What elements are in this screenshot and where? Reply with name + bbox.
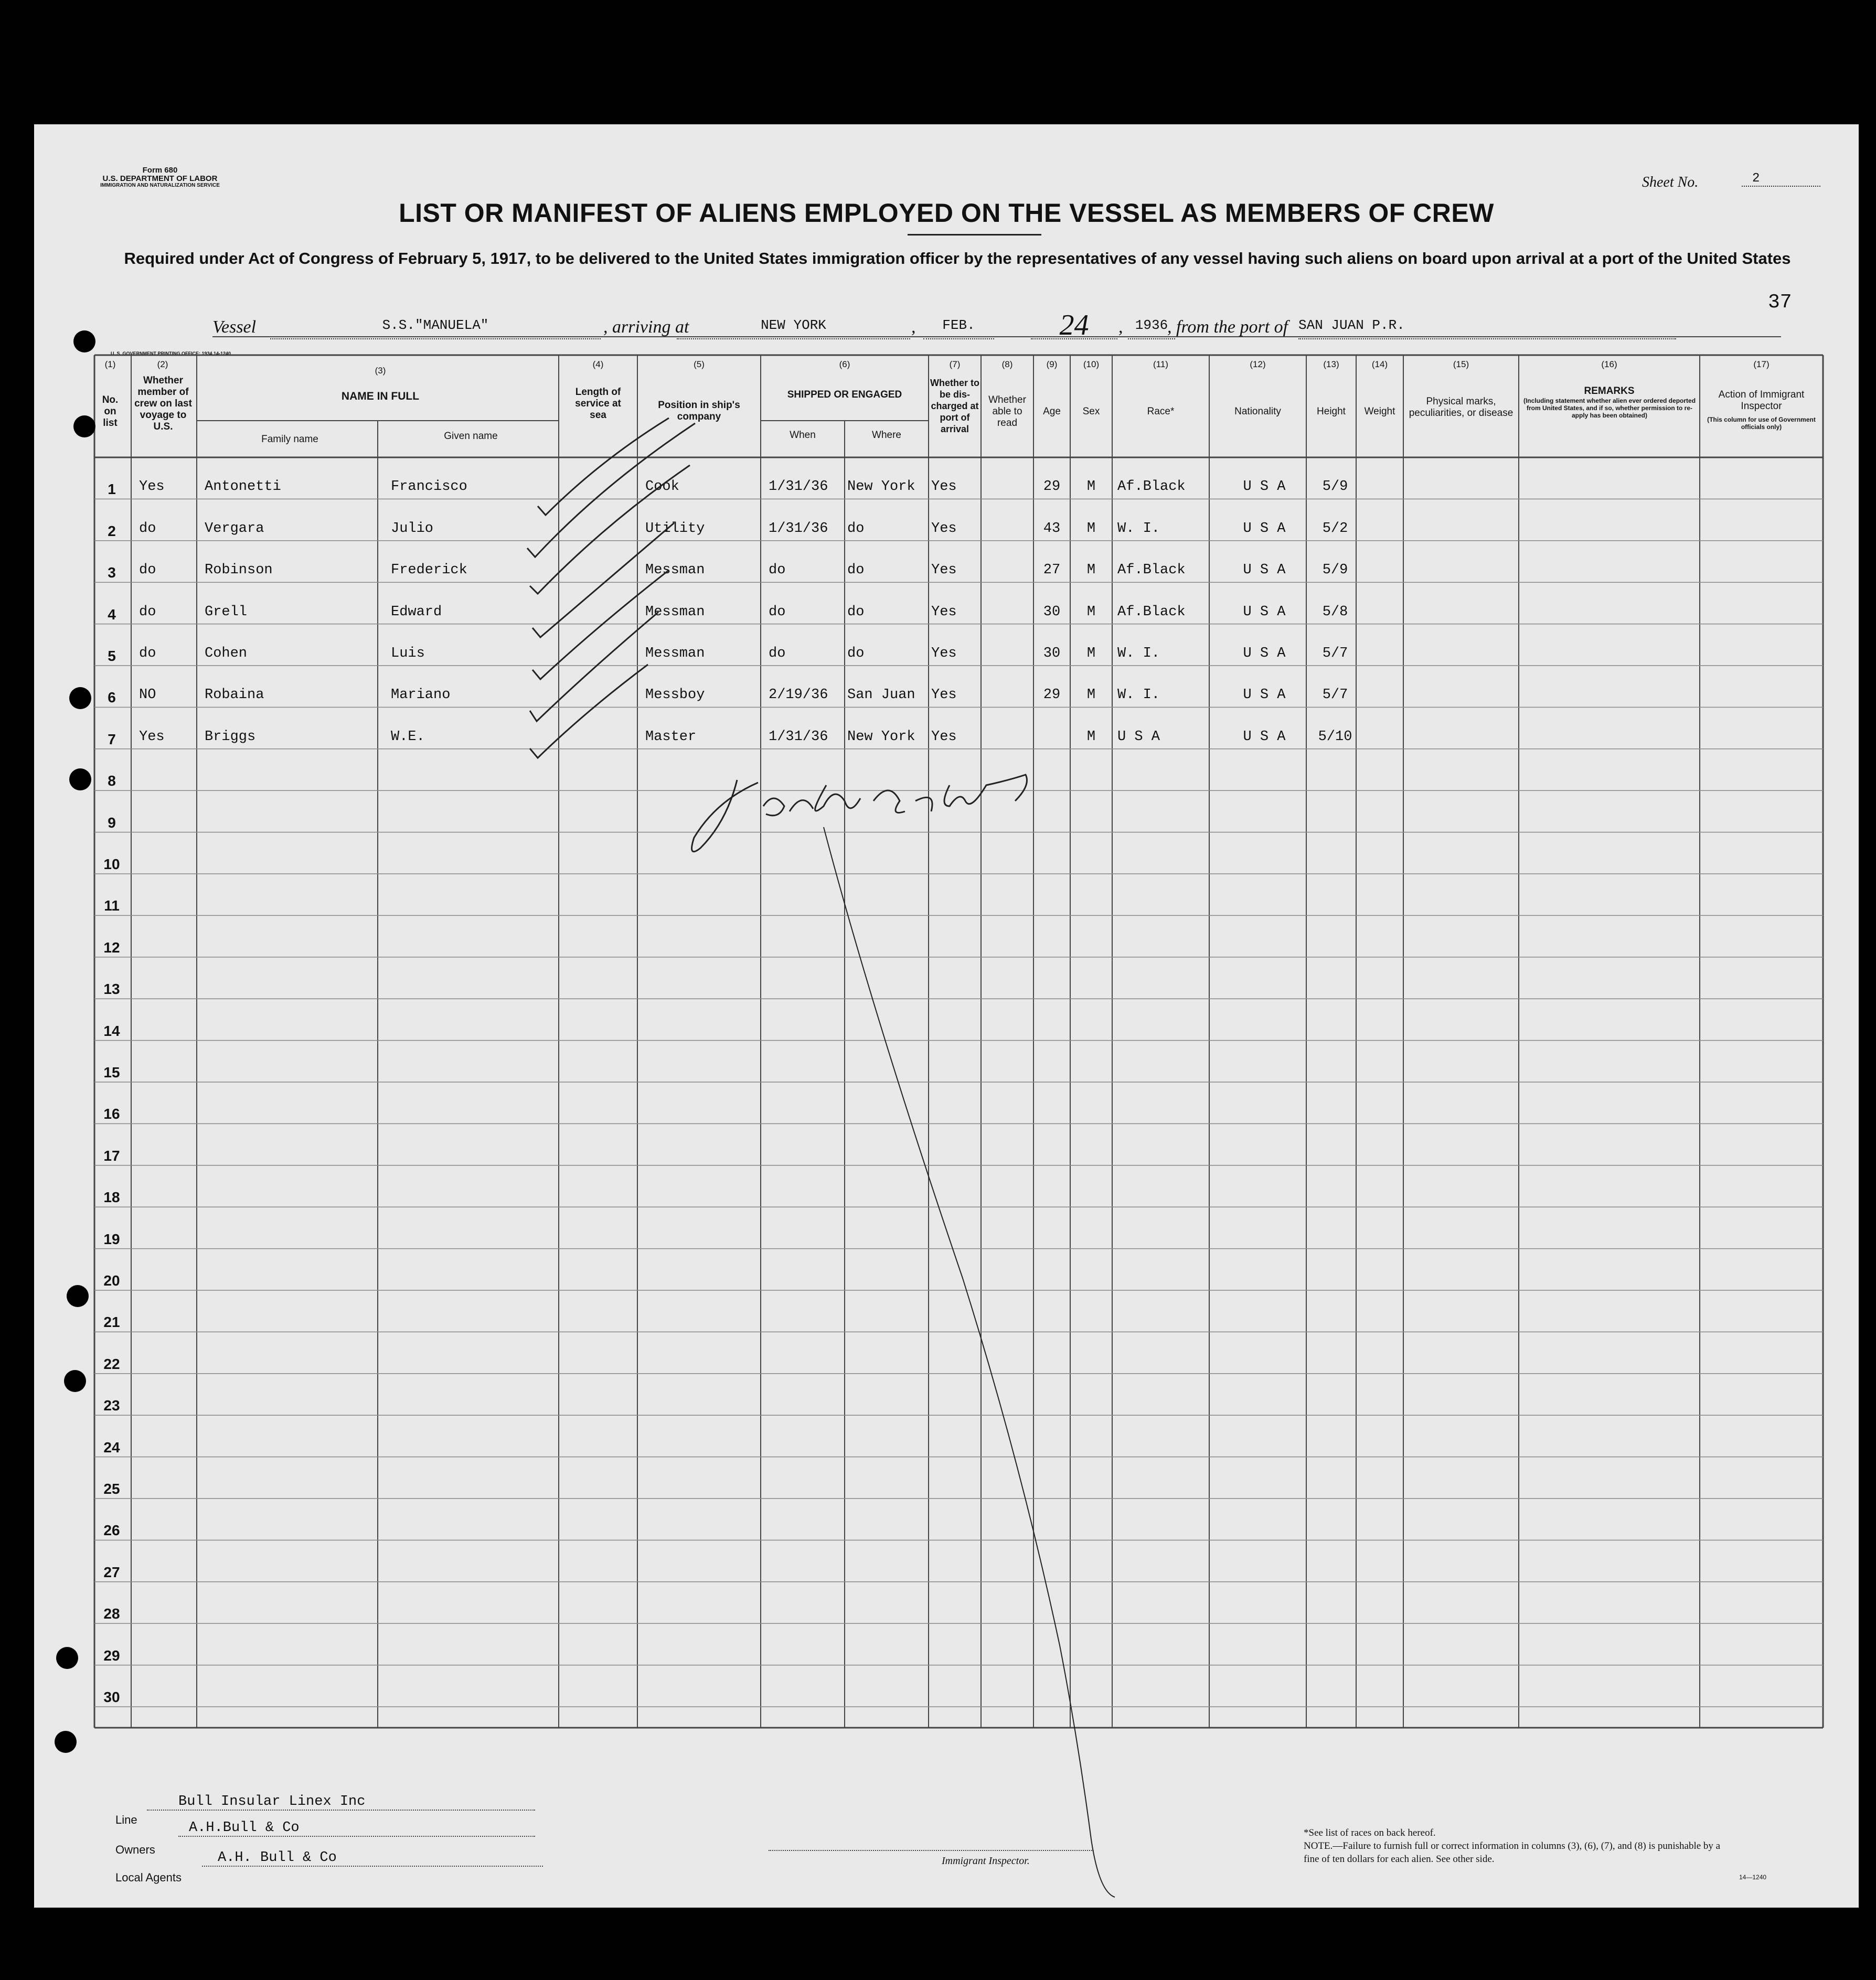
crew-nationality: U S A bbox=[1243, 729, 1286, 745]
row-number: 22 bbox=[103, 1355, 120, 1372]
col5-number: (5) bbox=[694, 359, 705, 369]
col12-number: (12) bbox=[1250, 359, 1266, 369]
col11-number: (11) bbox=[1153, 359, 1168, 369]
row-number: 12 bbox=[103, 939, 120, 956]
crew-nationality: U S A bbox=[1243, 479, 1286, 495]
crew-position: Messman bbox=[645, 604, 705, 620]
crew-shipped-where: New York bbox=[847, 729, 915, 745]
crew-discharged: Yes bbox=[931, 646, 957, 661]
crew-sex: M bbox=[1086, 646, 1096, 661]
col1-number: (1) bbox=[104, 359, 116, 369]
crew-family-name: Robinson bbox=[205, 562, 273, 579]
crew-position: Master bbox=[645, 729, 697, 745]
crew-family-name: Antonetti bbox=[205, 479, 281, 495]
vessel-label: Vessel bbox=[212, 317, 257, 337]
row-number: 19 bbox=[103, 1230, 120, 1247]
crew-shipped-where: do bbox=[847, 520, 865, 537]
given-name-header: Given name bbox=[444, 431, 498, 442]
sheet-number-value: 2 bbox=[1742, 172, 1820, 187]
comma-2: , bbox=[1118, 317, 1123, 337]
row-number: 13 bbox=[103, 981, 120, 998]
crew-nationality: U S A bbox=[1243, 562, 1286, 579]
crew-given-name: Edward bbox=[391, 604, 442, 620]
shipped-when-header: When bbox=[790, 430, 816, 441]
line-label: Line bbox=[115, 1813, 137, 1826]
crew-shipped-when: 1/31/36 bbox=[769, 729, 828, 745]
crew-shipped-where: San Juan bbox=[847, 687, 915, 703]
punch-hole bbox=[55, 1731, 77, 1753]
crew-discharged: Yes bbox=[931, 604, 957, 620]
crew-given-name: W.E. bbox=[391, 729, 425, 745]
crew-prev-voyage: do bbox=[139, 562, 156, 579]
crew-sex: M bbox=[1086, 687, 1096, 703]
col16-number: (16) bbox=[1601, 359, 1617, 369]
departure-port: SAN JUAN P.R. bbox=[1298, 317, 1676, 339]
col8-number: (8) bbox=[1001, 359, 1013, 369]
row-number: 24 bbox=[103, 1439, 120, 1455]
crew-position: Cook bbox=[645, 479, 679, 495]
arrival-year: 1936 bbox=[1128, 317, 1175, 339]
col12-header: Nationality bbox=[1234, 406, 1281, 417]
row-number: 11 bbox=[104, 897, 120, 914]
check-mark bbox=[538, 418, 669, 515]
document-title: LIST OR MANIFEST OF ALIENS EMPLOYED ON THE VESSEL AS MEMBERS OF CREW bbox=[399, 198, 1494, 228]
document-subtitle: Required under Act of Congress of February 5, 1917, to be delivered to the United States immigration officer by the representatives of any vessel having such aliens on board upon arrival at a port of the United States bbox=[124, 249, 1791, 267]
crew-position: Messboy bbox=[645, 687, 705, 703]
agents-value: A.H. Bull & Co bbox=[202, 1850, 543, 1867]
owners-label: Owners bbox=[115, 1843, 155, 1856]
crew-age: 43 bbox=[1043, 520, 1061, 537]
crew-prev-voyage: NO bbox=[139, 687, 156, 703]
check-mark bbox=[527, 423, 695, 557]
col13-header: Height bbox=[1317, 406, 1346, 417]
crew-shipped-when: do bbox=[769, 646, 786, 661]
crew-race: Af.Black bbox=[1117, 479, 1186, 495]
col6-header: SHIPPED OR ENGAGED bbox=[787, 389, 902, 400]
crew-height: 5/7 bbox=[1322, 646, 1348, 661]
col16-subheader: (Including statement whether alien ever ordered deported from United States, and if so, whether permission to re-apply has been obtained) bbox=[1523, 397, 1696, 419]
col14-number: (14) bbox=[1371, 359, 1388, 369]
crew-age: 30 bbox=[1043, 604, 1061, 620]
col7-number: (7) bbox=[949, 359, 961, 369]
crew-discharged: Yes bbox=[931, 729, 957, 745]
margin-number: 37 bbox=[1768, 291, 1792, 314]
col17-header: Action of Immigrant Inspector bbox=[1718, 389, 1805, 412]
crew-family-name: Grell bbox=[205, 604, 248, 620]
crew-discharged: Yes bbox=[931, 520, 957, 537]
check-mark bbox=[530, 612, 658, 721]
crew-prev-voyage: do bbox=[139, 604, 156, 620]
crew-race: Af.Black bbox=[1117, 562, 1186, 579]
col10-header: Sex bbox=[1082, 406, 1100, 417]
crew-race: W. I. bbox=[1117, 520, 1160, 537]
col13-number: (13) bbox=[1323, 359, 1339, 369]
crew-given-name: Mariano bbox=[391, 687, 451, 703]
col2-header: Whether member of crew on last voyage to U.S. bbox=[134, 375, 192, 432]
col7-header: Whether to be dis-charged at port of arrival bbox=[930, 378, 979, 434]
crew-prev-voyage: do bbox=[139, 646, 156, 661]
crew-family-name: Cohen bbox=[205, 646, 248, 661]
signature-tail bbox=[824, 827, 1115, 1897]
crew-shipped-when: 1/31/36 bbox=[769, 520, 828, 537]
row-number: 7 bbox=[108, 731, 116, 747]
row-number: 15 bbox=[103, 1064, 120, 1080]
col4-header: Length of service at sea bbox=[575, 387, 621, 421]
crew-given-name: Luis bbox=[391, 646, 425, 661]
service-name: IMMIGRATION AND NATURALIZATION SERVICE bbox=[100, 182, 220, 188]
col2-number: (2) bbox=[157, 359, 168, 369]
crew-age: 29 bbox=[1043, 479, 1061, 495]
crew-race: W. I. bbox=[1117, 687, 1160, 703]
sheet-number-label: Sheet No. bbox=[1642, 174, 1699, 190]
row-number: 4 bbox=[108, 606, 116, 623]
inspector-signature-line bbox=[769, 1850, 1094, 1851]
crew-height: 5/2 bbox=[1322, 520, 1348, 537]
row-number: 27 bbox=[103, 1564, 120, 1580]
races-note: *See list of races on back hereof. bbox=[1304, 1827, 1436, 1838]
row-number: 8 bbox=[108, 773, 116, 789]
row-number: 10 bbox=[103, 856, 120, 872]
crew-prev-voyage: Yes bbox=[139, 479, 165, 495]
punch-hole bbox=[73, 330, 95, 352]
crew-nationality: U S A bbox=[1243, 604, 1286, 620]
crew-height: 5/9 bbox=[1322, 479, 1348, 495]
owners-value: A.H.Bull & Co bbox=[178, 1820, 535, 1837]
handwriting-layer bbox=[34, 124, 1859, 1908]
crew-shipped-when: do bbox=[769, 562, 786, 579]
crew-age: 30 bbox=[1043, 646, 1061, 661]
col10-number: (10) bbox=[1083, 359, 1100, 369]
row-number: 6 bbox=[108, 689, 116, 706]
crew-discharged: Yes bbox=[931, 687, 957, 703]
col9-header: Age bbox=[1043, 406, 1061, 417]
form-number: Form 680 bbox=[142, 166, 178, 175]
col15-header: Physical marks, peculiarities, or disease bbox=[1409, 396, 1513, 419]
crew-race: U S A bbox=[1117, 729, 1160, 745]
inspector-signature bbox=[692, 775, 1027, 852]
punch-hole bbox=[64, 1370, 86, 1392]
col3-header: NAME IN FULL bbox=[341, 390, 420, 402]
line-value: Bull Insular Linex Inc bbox=[147, 1794, 535, 1811]
row-number: 23 bbox=[103, 1397, 120, 1414]
crew-position: Utility bbox=[645, 520, 705, 537]
row-number: 1 bbox=[108, 481, 116, 498]
crew-shipped-where: do bbox=[847, 562, 865, 579]
crew-race: Af.Black bbox=[1117, 604, 1186, 620]
row-number: 14 bbox=[103, 1022, 120, 1039]
row-number: 5 bbox=[108, 648, 116, 664]
row-number: 25 bbox=[103, 1481, 120, 1497]
crew-discharged: Yes bbox=[931, 479, 957, 495]
row-number: 18 bbox=[103, 1189, 120, 1206]
col17-subheader: (This column for use of Government officials only) bbox=[1707, 416, 1816, 431]
crew-given-name: Frederick bbox=[391, 562, 467, 579]
shipped-where-header: Where bbox=[872, 430, 901, 441]
check-mark bbox=[532, 523, 674, 637]
agents-label: Local Agents bbox=[115, 1871, 182, 1884]
punch-hole bbox=[67, 1285, 89, 1307]
crew-family-name: Briggs bbox=[205, 729, 256, 745]
inspector-label: Immigrant Inspector. bbox=[942, 1855, 1030, 1867]
col15-number: (15) bbox=[1453, 359, 1469, 369]
penalty-note: NOTE.—Failure to furnish full or correct information in columns (3), (6), (7), and (8) is punishable by a fine of ten dollars for each alien. See other side. bbox=[1304, 1840, 1721, 1865]
col8-header: Whether able to read bbox=[988, 394, 1026, 429]
col4-number: (4) bbox=[592, 359, 604, 369]
punch-hole bbox=[56, 1647, 78, 1669]
printer-line: U. S. GOVERNMENT PRINTING OFFICE: 1934 14-1240 bbox=[111, 351, 231, 356]
vessel-name: S.S."MANUELA" bbox=[270, 317, 601, 339]
crew-family-name: Robaina bbox=[205, 687, 264, 703]
crew-given-name: Francisco bbox=[391, 479, 467, 495]
row-number: 2 bbox=[108, 522, 116, 539]
crew-sex: M bbox=[1086, 479, 1096, 495]
crew-age: 27 bbox=[1043, 562, 1061, 579]
crew-position: Messman bbox=[645, 562, 705, 579]
row-number: 29 bbox=[103, 1647, 120, 1664]
crew-shipped-when: 1/31/36 bbox=[769, 479, 828, 495]
col11-header: Race* bbox=[1147, 406, 1175, 417]
arrival-day: 24 bbox=[1031, 317, 1117, 339]
crew-shipped-when: do bbox=[769, 604, 786, 620]
crew-nationality: U S A bbox=[1243, 646, 1286, 661]
arriving-label: , arriving at bbox=[603, 317, 689, 337]
crew-shipped-where: do bbox=[847, 646, 865, 661]
punch-hole bbox=[69, 687, 91, 709]
col3-number: (3) bbox=[375, 366, 386, 376]
department-name: U.S. DEPARTMENT OF LABOR bbox=[102, 174, 218, 183]
crew-shipped-where: do bbox=[847, 604, 865, 620]
col17-number: (17) bbox=[1753, 359, 1770, 369]
crew-sex: M bbox=[1086, 520, 1096, 537]
crew-sex: M bbox=[1086, 604, 1096, 620]
crew-race: W. I. bbox=[1117, 646, 1160, 661]
crew-nationality: U S A bbox=[1243, 687, 1286, 703]
row-number: 20 bbox=[103, 1272, 120, 1289]
row-number: 28 bbox=[103, 1606, 120, 1622]
crew-shipped-where: New York bbox=[847, 479, 915, 495]
crew-sex: M bbox=[1086, 729, 1096, 745]
arrival-port: NEW YORK bbox=[677, 317, 910, 339]
crew-height: 5/9 bbox=[1322, 562, 1348, 579]
crew-height: 5/10 bbox=[1318, 729, 1352, 745]
comma-1: , bbox=[911, 317, 916, 337]
arrival-month: FEB. bbox=[923, 317, 994, 339]
crew-shipped-when: 2/19/36 bbox=[769, 687, 828, 703]
col9-number: (9) bbox=[1046, 359, 1058, 369]
crew-prev-voyage: Yes bbox=[139, 729, 165, 745]
crew-discharged: Yes bbox=[931, 562, 957, 579]
row-number: 9 bbox=[108, 814, 116, 831]
punch-hole bbox=[73, 415, 95, 437]
crew-sex: M bbox=[1086, 562, 1096, 579]
crew-nationality: U S A bbox=[1243, 520, 1286, 537]
punch-hole bbox=[69, 768, 91, 790]
col1-header: No. on list bbox=[102, 394, 119, 429]
row-number: 17 bbox=[103, 1147, 120, 1164]
row-number: 30 bbox=[103, 1689, 120, 1705]
col5-header: Position in ship's company bbox=[658, 400, 740, 422]
col14-header: Weight bbox=[1364, 406, 1395, 417]
crew-family-name: Vergara bbox=[205, 520, 264, 537]
crew-given-name: Julio bbox=[391, 520, 434, 537]
crew-prev-voyage: do bbox=[139, 520, 156, 537]
from-label: , from the port of bbox=[1167, 317, 1288, 337]
form-code: 14—1240 bbox=[1739, 1874, 1767, 1881]
crew-age: 29 bbox=[1043, 687, 1061, 703]
crew-height: 5/8 bbox=[1322, 604, 1348, 620]
family-name-header: Family name bbox=[261, 434, 318, 445]
row-number: 26 bbox=[103, 1522, 120, 1539]
col16-header: REMARKS bbox=[1584, 386, 1635, 397]
col6-number: (6) bbox=[839, 359, 850, 369]
row-number: 21 bbox=[103, 1314, 120, 1331]
row-number: 16 bbox=[103, 1106, 120, 1122]
crew-position: Messman bbox=[645, 646, 705, 661]
crew-height: 5/7 bbox=[1322, 687, 1348, 703]
row-number: 3 bbox=[108, 564, 116, 581]
manifest-sheet bbox=[34, 124, 1859, 1908]
